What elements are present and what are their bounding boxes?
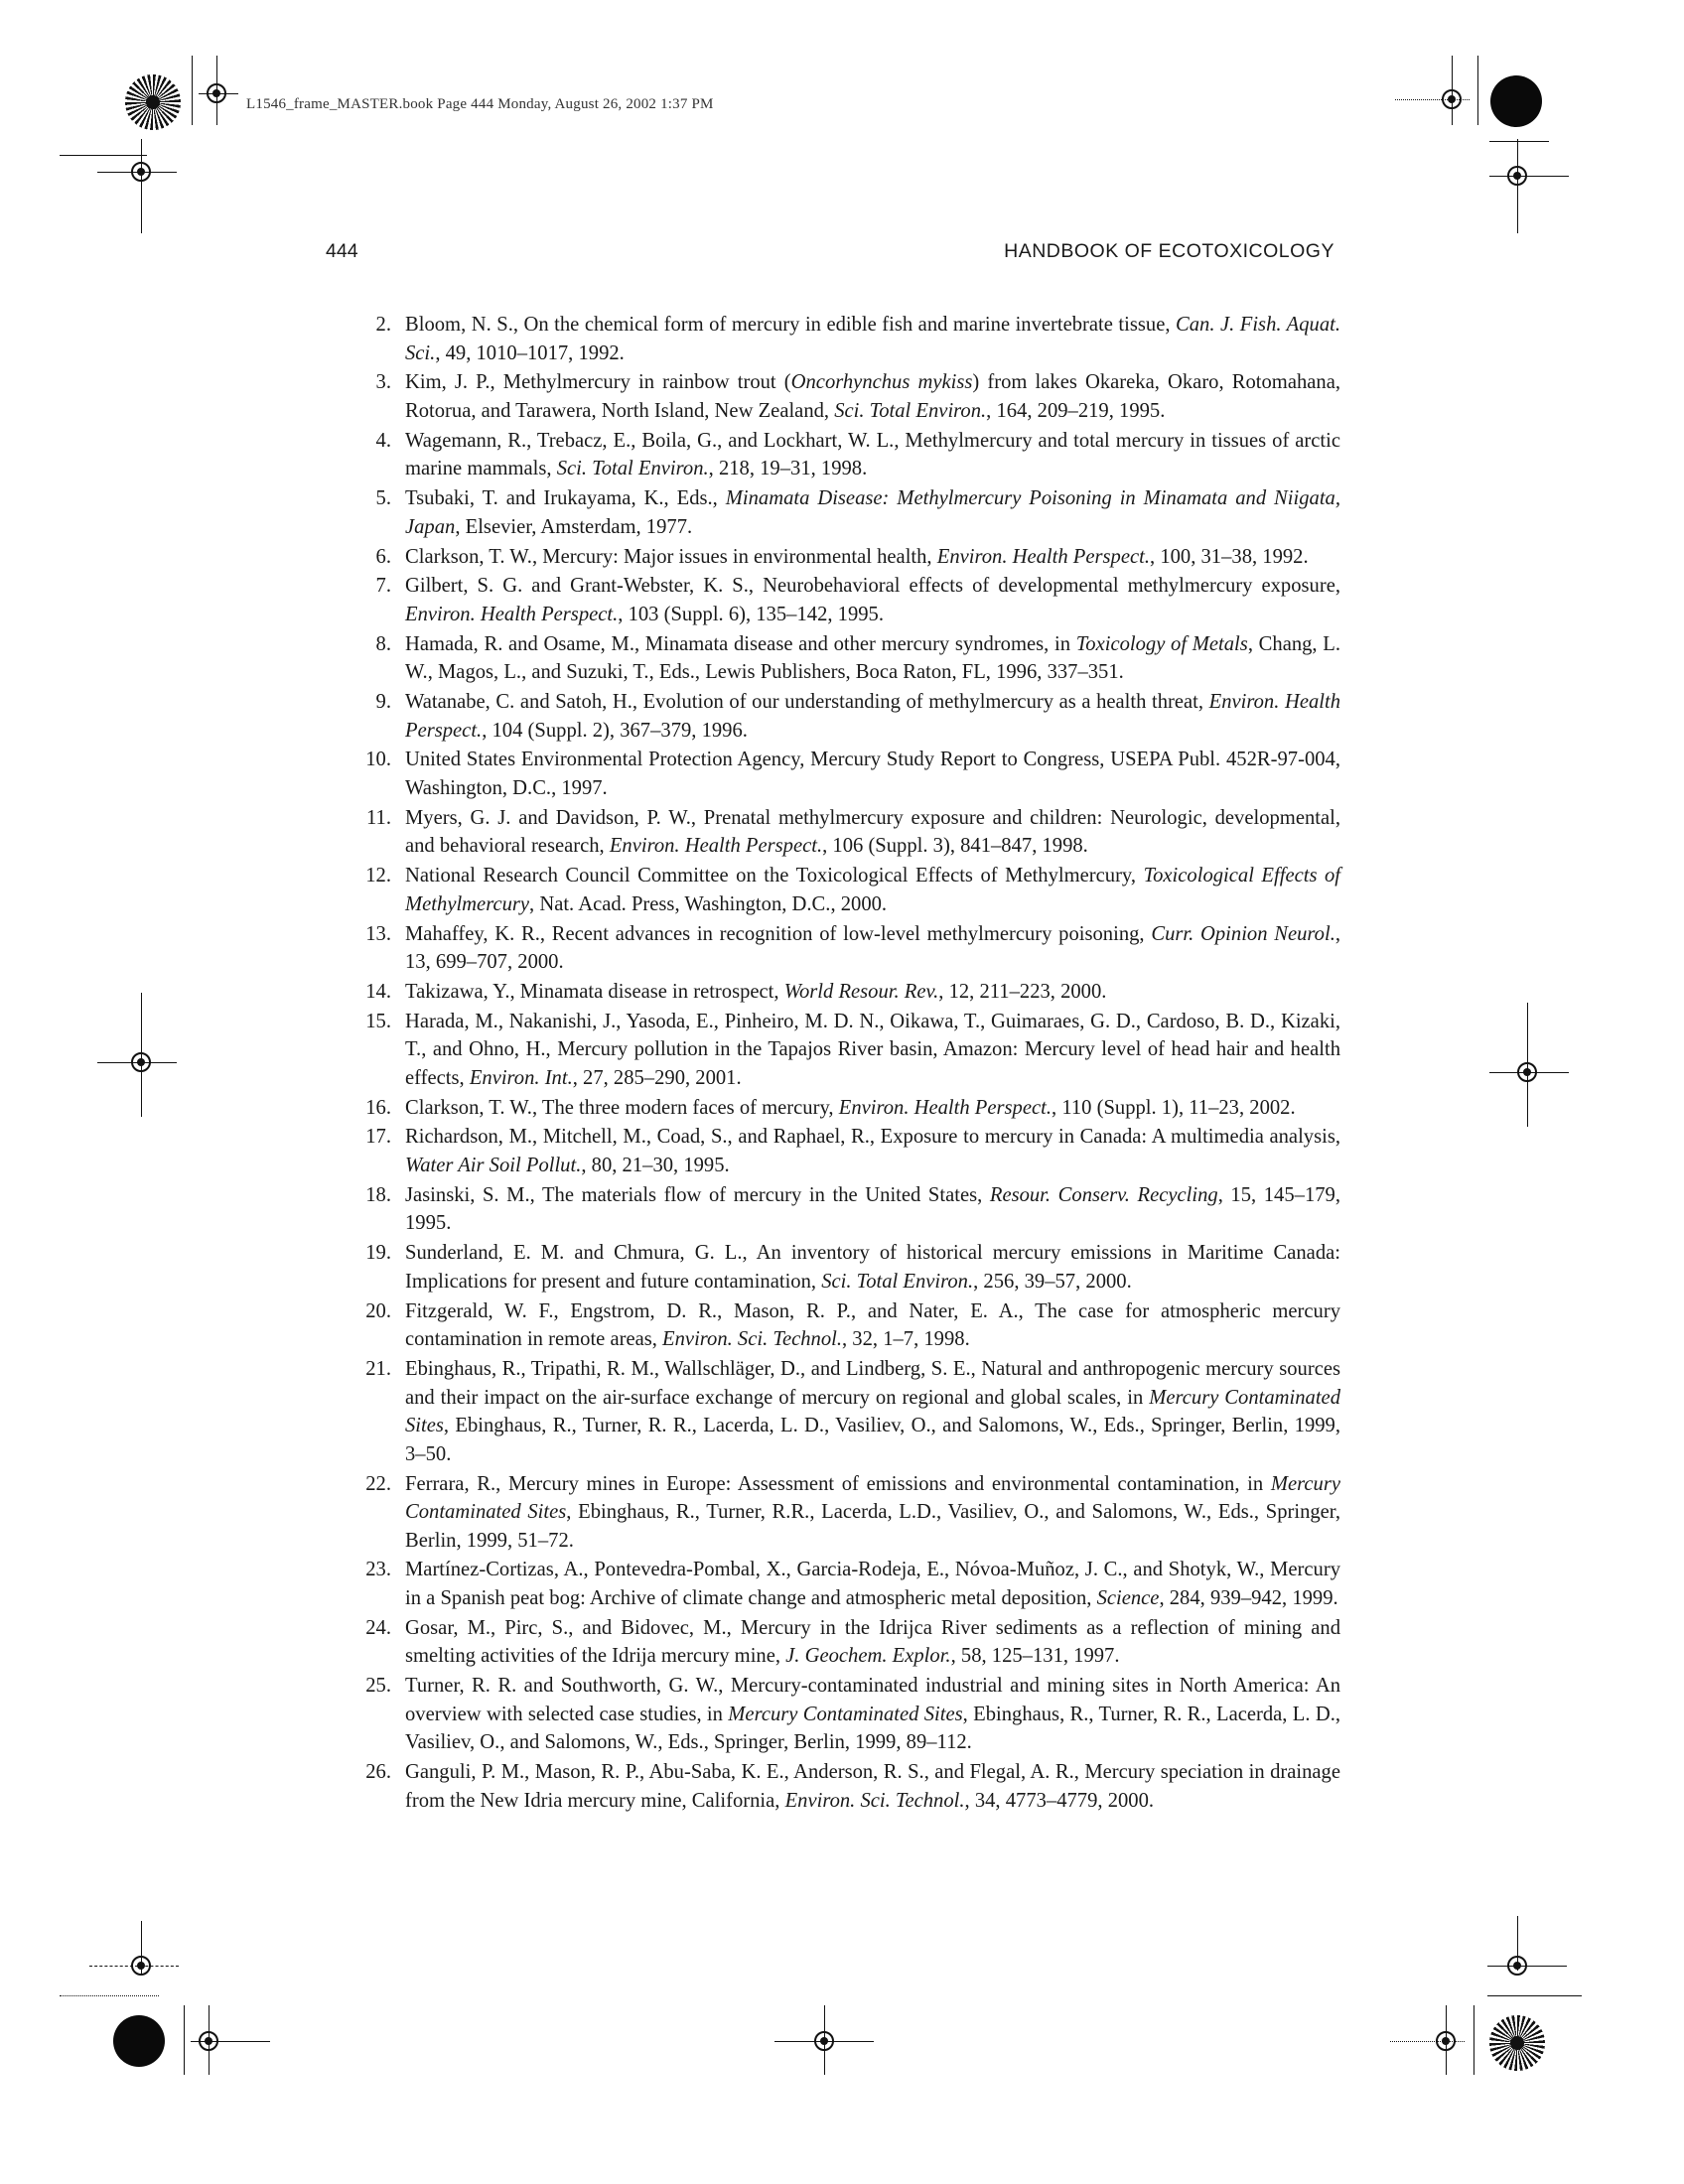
reference-entry [355,688,1340,745]
crop-mark [191,2041,270,2042]
crop-mark [1487,1966,1567,1967]
reference-text: National Research Council Committee on the Toxicological Effects of Methylmercury, Toxicological Effects of Methylmercury, Nat. Acad. Press, Washington, D.C., 2000. [405,865,1341,915]
crop-mark [97,1062,177,1063]
reference-entry [355,1239,1340,1296]
reference-number: 15. [365,1010,391,1032]
reference-text: Harada, M., Nakanishi, J., Yasoda, E., Pinheiro, M. D. N., Oikawa, T., Guimaraes, G. D., Cardoso, B. D., Kizaki, T., and Ohno, H., Mercury pollution in the Tapajos River basin, Amazon: Mercury level of head hair and health effects, Environ. Int., 27, 285–290, 2001. [405,1010,1340,1089]
crop-mark [192,56,193,125]
reference-number: 7. [375,575,391,598]
reference-number: 18. [365,1183,391,1206]
reference-number: 8. [375,632,391,655]
crop-mark [97,172,177,173]
reference-text: Mahaffey, K. R., Recent advances in recognition of low-level methylmercury poisoning, Curr. Opinion Neurol., 13, 699–707, 2000. [405,922,1340,974]
reference-entry [355,978,1340,1007]
reference-text: Myers, G. J. and Davidson, P. W., Prenatal methylmercury exposure and children: Neurologic, developmental, and behavioral research, Environ. Health Perspect., 106 (Suppl. 3), 841–847, 1998. [405,806,1340,858]
reference-entry [355,1181,1340,1238]
reference-number: 20. [365,1299,391,1322]
reference-text: Takizawa, Y., Minamata disease in retrospect, World Resour. Rev., 12, 211–223, 2000. [405,980,1107,1003]
reference-entry [355,1672,1340,1757]
reference-text: Ferrara, R., Mercury mines in Europe: Assessment of emissions and environmental contamination, in Mercury Contaminated Sites, Ebinghaus, R., Turner, R.R., Lacerda, L.D., Vasiliev, O., and Salomons, W., Eds., Springer, Berlin, 1999, 51–72. [405,1472,1340,1552]
crop-mark [1527,1003,1528,1127]
crop-mark [141,139,142,233]
crop-mark [1517,139,1518,233]
crop-mark [1446,2005,1447,2075]
reference-number: 11. [366,806,391,829]
crop-mark [141,1921,142,1976]
reference-entry [355,1297,1340,1354]
reference-number: 23. [365,1559,391,1581]
reference-entry [355,1556,1340,1612]
crop-mark [89,1966,179,1967]
reference-entry [355,920,1340,977]
reference-entry [355,630,1340,687]
reference-text: Clarkson, T. W., Mercury: Major issues in environmental health, Environ. Health Perspect., 100, 31–38, 1992. [405,545,1309,568]
reference-number: 19. [365,1242,391,1265]
reference-number: 6. [375,545,391,568]
reference-list [355,311,1340,1817]
reference-number: 25. [365,1675,391,1698]
reference-entry [355,1123,1340,1179]
printer-slug: L1546_frame_MASTER.book Page 444 Monday, August 26, 2002 1:37 PM [246,96,714,112]
reference-number: 21. [365,1357,391,1380]
crop-mark [1390,2041,1465,2042]
reference-number: 13. [365,922,391,945]
crop-mark [1452,56,1453,125]
reference-number: 22. [365,1472,391,1495]
registration-dot-icon [1490,75,1542,127]
reference-entry [355,804,1340,861]
crop-mark [184,2005,185,2075]
reference-number: 12. [365,865,391,887]
reference-text: Turner, R. R. and Southworth, G. W., Mercury-contaminated industrial and mining sites in North America: An overview with selected case studies, in Mercury Contaminated Sites, Ebinghaus, R., Turner, R. R., Lacerda, L. D., Vasiliev, O., and Salomons, W., Eds., Springer, Berlin, 1999, 89–112. [405,1675,1340,1754]
reference-number: 24. [365,1616,391,1639]
reference-entry [355,484,1340,541]
reference-text: Clarkson, T. W., The three modern faces of mercury, Environ. Health Perspect., 110 (Suppl. 1), 11–23, 2002. [405,1096,1296,1119]
reference-text: Gilbert, S. G. and Grant-Webster, K. S., Neurobehavioral effects of developmental methylmercury exposure, Environ. Health Perspect., 103 (Suppl. 6), 135–142, 1995. [405,575,1340,625]
crop-mark [1477,56,1478,125]
reference-number: 17. [365,1126,391,1149]
reference-text: Wagemann, R., Trebacz, E., Boila, G., and Lockhart, W. L., Methylmercury and total mercury in tissues of arctic marine mammals, Sci. Total Environ., 218, 19–31, 1998. [405,429,1340,480]
crop-mark [1489,176,1569,177]
page-number: 444 [326,240,358,262]
reference-entry [355,1094,1340,1123]
reference-entry [355,1470,1340,1556]
crop-mark [60,1995,159,1996]
reference-text: Gosar, M., Pirc, S., and Bidovec, M., Mercury in the Idrijca River sediments as a reflection of mining and smelting activities of the Idrija mercury mine, J. Geochem. Explor., 58, 125–131, 1997. [405,1616,1340,1668]
reference-text: Tsubaki, T. and Irukayama, K., Eds., Minamata Disease: Methylmercury Poisoning in Minamata and Niigata, Japan, Elsevier, Amsterdam, 1977. [405,487,1340,538]
reference-entry [355,368,1340,425]
reference-entry [355,427,1340,483]
crop-mark [216,56,217,125]
reference-entry [355,1355,1340,1468]
crop-mark [1517,1916,1518,1971]
reference-entry [355,311,1340,367]
crop-mark [199,93,238,94]
reference-text: Bloom, N. S., On the chemical form of mercury in edible fish and marine invertebrate tissue, Can. J. Fish. Aquat. Sci., 49, 1010–1017, 1992. [405,314,1340,364]
reference-entry [355,1008,1340,1093]
reference-number: 9. [375,691,391,714]
registration-burst-icon [125,74,181,130]
reference-text: Fitzgerald, W. F., Engstrom, D. R., Mason, R. P., and Nater, E. A., The case for atmospheric mercury contamination in remote areas, Environ. Sci. Technol., 32, 1–7, 1998. [405,1299,1340,1351]
crop-mark [1489,1072,1569,1073]
book-title: HANDBOOK OF ECOTOXICOLOGY [1004,240,1334,262]
reference-number: 14. [365,980,391,1003]
reference-number: 16. [365,1096,391,1119]
reference-number: 5. [375,487,391,510]
reference-entry [355,1758,1340,1815]
crop-mark [209,2005,210,2075]
reference-number: 10. [365,749,391,771]
reference-text: Hamada, R. and Osame, M., Minamata disease and other mercury syndromes, in Toxicology of Metals, Chang, L. W., Magos, L., and Suzuki, T., Eds., Lewis Publishers, Boca Raton, FL, 1996, 337–351. [405,632,1341,684]
reference-text: Ganguli, P. M., Mason, R. P., Abu-Saba, K. E., Anderson, R. S., and Flegal, A. R., Mercury speciation in drainage from the New Idria mercury mine, California, Environ. Sci. Technol., 34, 4773–4779, 2000. [405,1761,1340,1812]
reference-text: Watanabe, C. and Satoh, H., Evolution of our understanding of methylmercury as a health threat, Environ. Health Perspect., 104 (Suppl. 2), 367–379, 1996. [405,691,1340,742]
crop-mark [1489,141,1549,142]
reference-text: Sunderland, E. M. and Chmura, G. L., An inventory of historical mercury emissions in Maritime Canada: Implications for present and future contamination, Sci. Total Environ., 256, 39–57, 2000. [405,1242,1340,1293]
reference-text: United States Environmental Protection Agency, Mercury Study Report to Congress, USEPA Publ. 452R-97-004, Washington, D.C., 1997. [405,749,1340,799]
reference-number: 26. [365,1761,391,1784]
reference-number: 4. [375,429,391,452]
reference-entry [355,572,1340,628]
registration-dot-icon [113,2015,165,2067]
reference-entry [355,1614,1340,1671]
reference-number: 3. [375,371,391,394]
reference-text: Martínez-Cortizas, A., Pontevedra-Pombal, X., Garcia-Rodeja, E., Nóvoa-Muñoz, J. C., and Shotyk, W., Mercury in a Spanish peat bog: Archive of climate change and atmospheric metal deposition, Science, 284, 939–942, 1999. [405,1559,1340,1610]
registration-burst-icon [1489,2015,1545,2071]
reference-text: Ebinghaus, R., Tripathi, R. M., Wallschläger, D., and Lindberg, S. E., Natural and anthropogenic mercury sources and their impact on the air-surface exchange of mercury on regional and global scales, in Mercury Contaminated Sites, Ebinghaus, R., Turner, R. R., Lacerda, L. D., Vasiliev, O., and Salomons, W., Eds., Springer, Berlin, 1999, 3–50. [405,1357,1340,1465]
running-head [326,240,1334,270]
reference-text: Kim, J. P., Methylmercury in rainbow trout (Oncorhynchus mykiss) from lakes Okareka, Okaro, Rotomahana, Rotorua, and Tarawera, North Island, New Zealand, Sci. Total Environ., 164, 209–219, 1995. [405,371,1340,422]
crop-mark [1395,99,1470,100]
crop-mark [824,2005,825,2075]
crop-mark [1487,1995,1582,1996]
reference-entry [355,746,1340,802]
crop-mark [60,155,147,156]
reference-entry [355,543,1340,572]
reference-number: 2. [375,314,391,336]
reference-entry [355,862,1340,918]
crop-mark [141,993,142,1117]
reference-text: Richardson, M., Mitchell, M., Coad, S., and Raphael, R., Exposure to mercury in Canada: A multimedia analysis, Water Air Soil Pollut., 80, 21–30, 1995. [405,1126,1340,1177]
reference-text: Jasinski, S. M., The materials flow of mercury in the United States, Resour. Conserv. Recycling, 15, 145–179, 1995. [405,1183,1340,1235]
